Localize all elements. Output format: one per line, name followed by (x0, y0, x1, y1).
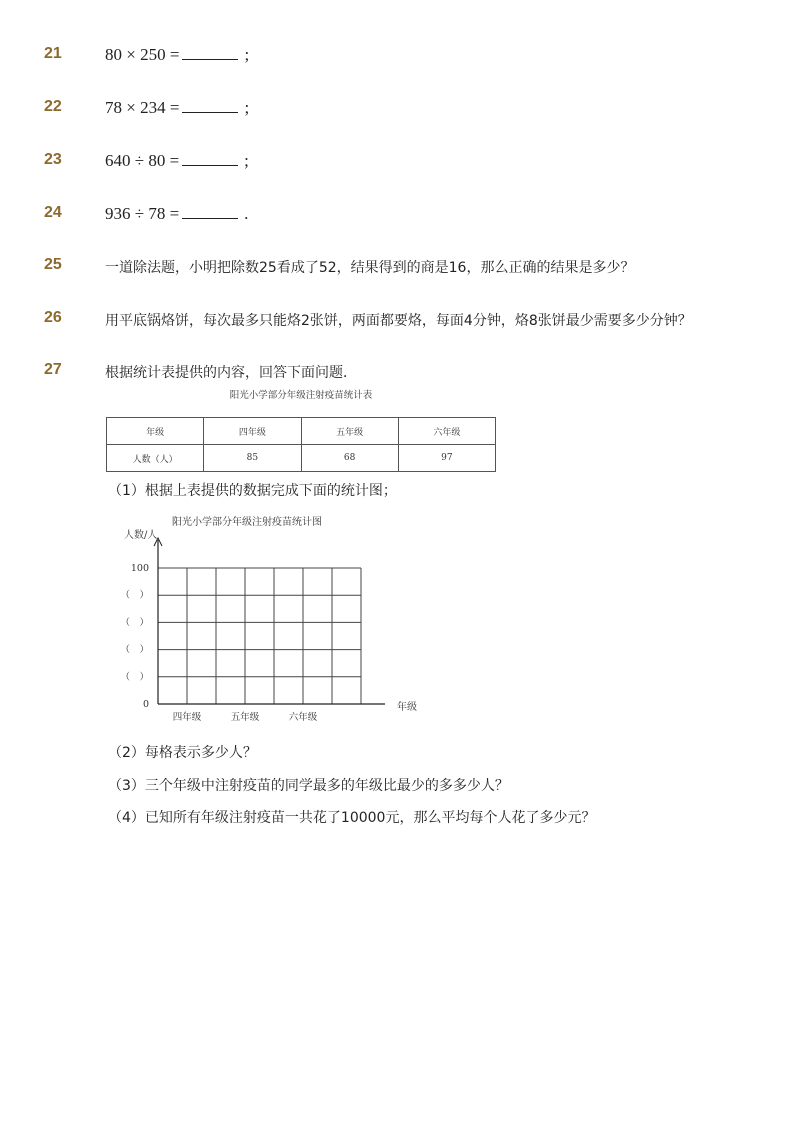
table-cell: 人数（人） (107, 445, 204, 472)
answer-blank[interactable] (182, 98, 238, 113)
y-tick-label: （ ） (120, 644, 149, 656)
x-tick-label: 四年级 (172, 712, 202, 723)
question-number: 24 (44, 204, 62, 221)
word-problem: 根据统计表提供的内容，回答下面问题． (105, 365, 357, 381)
math-expression: 640 ÷ 80 = (105, 151, 180, 170)
math-question (105, 98, 249, 118)
punctuation: ; (244, 45, 250, 64)
chart-title: 阳光小学部分年级注射疫苗统计图 (172, 517, 322, 528)
sub-question: （4）已知所有年级注射疫苗一共花了10000元，那么平均每个人花了多少元？ (108, 810, 596, 826)
y-tick-label: （ ） (120, 590, 149, 602)
table-header-row (107, 418, 496, 445)
table-cell: 四年级 (204, 418, 301, 445)
answer-blank[interactable] (182, 45, 238, 60)
table-cell: 六年级 (398, 418, 495, 445)
chart-grid (158, 568, 361, 704)
question-number: 25 (44, 256, 62, 273)
punctuation: . (244, 204, 249, 223)
y-tick-label: （ ） (120, 617, 149, 629)
question-number: 23 (44, 151, 62, 168)
math-expression: 78 × 234 = (105, 98, 180, 117)
sub-question: （2）每格表示多少人？ (108, 745, 257, 761)
question-number: 21 (44, 45, 62, 62)
table-cell: 68 (301, 445, 398, 472)
sub-question: （3）三个年级中注射疫苗的同学最多的年级比最少的多多少人？ (108, 778, 509, 794)
y-tick-labels (120, 563, 149, 710)
word-problem: 用平底锅烙饼，每次最多只能烙2张饼，两面都要烙，每面4分钟，烙8张饼最少需要多少分钟？ (105, 313, 692, 329)
x-axis-label: 年级 (397, 702, 417, 713)
table-cell: 五年级 (301, 418, 398, 445)
table-cell: 年级 (107, 418, 204, 445)
x-tick-labels (173, 711, 318, 723)
punctuation: ; (244, 98, 250, 117)
answer-blank[interactable] (182, 204, 238, 219)
question-number: 22 (44, 98, 62, 115)
table-cell: 85 (204, 445, 301, 472)
answer-blank[interactable] (182, 151, 238, 166)
bar-chart[interactable] (120, 508, 440, 732)
word-problem: 一道除法题，小明把除数25看成了52，结果得到的商是16，那么正确的结果是多少？ (105, 260, 635, 276)
statistics-table (106, 417, 496, 472)
question-number: 26 (44, 309, 62, 326)
math-question (105, 151, 249, 171)
chart-axes (154, 538, 385, 704)
math-question (105, 204, 248, 224)
question-number: 27 (44, 361, 62, 378)
y-tick-label: 100 (130, 563, 149, 574)
x-tick-label: 六年级 (288, 712, 318, 723)
punctuation: ; (244, 151, 249, 170)
table-cell: 97 (398, 445, 495, 472)
y-axis-label: 人数/人 (124, 530, 158, 541)
table-caption: 阳光小学部分年级注射疫苗统计表 (229, 390, 373, 401)
y-tick-label: 0 (142, 699, 149, 710)
math-expression: 936 ÷ 78 = (105, 204, 180, 223)
math-expression: 80 × 250 = (105, 45, 180, 64)
sub-question: （1）根据上表提供的数据完成下面的统计图； (108, 483, 397, 499)
math-question (105, 45, 249, 65)
y-tick-label: （ ） (120, 671, 149, 683)
table-row (107, 445, 496, 472)
x-tick-label: 五年级 (230, 712, 260, 723)
